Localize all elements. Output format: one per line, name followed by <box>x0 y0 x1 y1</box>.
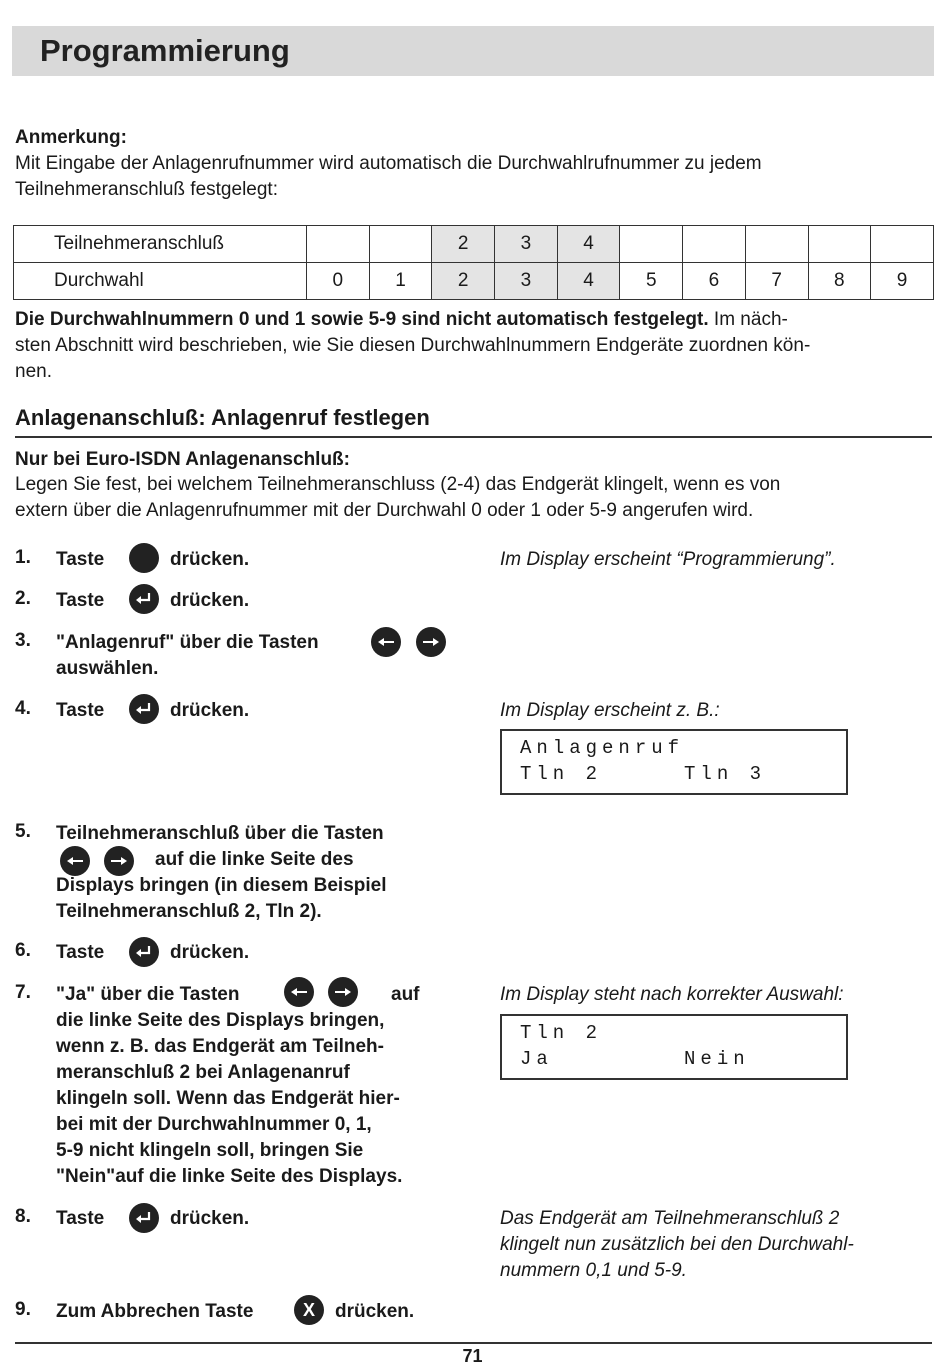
footer-divider <box>15 1342 932 1344</box>
step-7-line-8: "Nein"auf die linke Seite des Displays. <box>56 1166 403 1187</box>
table-cell <box>620 226 683 263</box>
step-7-line-3: wenn z. B. das Endgerät am Teilneh- <box>56 1036 384 1057</box>
table-cell: 8 <box>808 263 871 300</box>
durchwahl-table <box>13 225 934 300</box>
step-number: 3. <box>15 630 31 651</box>
display-line-2: Ja Nein <box>520 1048 750 1070</box>
step-2-action: drücken. <box>170 590 250 611</box>
table-row <box>14 263 934 300</box>
section-divider <box>15 436 932 438</box>
table-cell: 4 <box>557 263 620 300</box>
step-4-action: drücken. <box>170 700 250 721</box>
step-4-taste: Taste <box>56 700 105 721</box>
step-number: 5. <box>15 821 31 842</box>
note-line-2: Teilnehmeranschluß festgelegt: <box>15 179 278 200</box>
section-line-1: Legen Sie fest, bei welchem Teilnehmeranschluss (2-4) das Endgerät klingelt, wenn es von <box>15 474 781 495</box>
table-cell: 3 <box>495 226 558 263</box>
step-8-note-line-2: klingelt nun zusätzlich bei den Durchwahl- <box>500 1234 854 1255</box>
section-line-2: extern über die Anlagenrufnummer mit der Durchwahl 0 oder 1 oder 5-9 angerufen wird. <box>15 500 754 521</box>
table-cell: 2 <box>432 263 495 300</box>
table-cell: 9 <box>871 263 934 300</box>
step-8-action: drücken. <box>170 1208 250 1229</box>
table-cell <box>683 226 746 263</box>
enter-key-icon[interactable] <box>129 1203 159 1233</box>
step-9-action: drücken. <box>335 1301 415 1322</box>
step-7-line-5: klingeln soll. Wenn das Endgerät hier- <box>56 1088 400 1109</box>
step-7-line-4: meranschluß 2 bei Anlagenanruf <box>56 1062 350 1083</box>
display-box-anlagenruf <box>500 729 848 795</box>
table-cell: 6 <box>683 263 746 300</box>
programming-key-icon[interactable] <box>129 543 159 573</box>
step-7-line-7: 5-9 nicht klingeln soll, bringen Sie <box>56 1140 364 1161</box>
step-5-line-3: Displays bringen (in diesem Beispiel <box>56 875 387 896</box>
step-7-line-1b: auf <box>391 984 420 1005</box>
step-1-note: Im Display erscheint “Programmierung”. <box>500 549 836 570</box>
step-8-note-line-3: nummern 0,1 und 5-9. <box>500 1260 687 1281</box>
step-6-action: drücken. <box>170 942 250 963</box>
cancel-key-label: X <box>302 1300 315 1320</box>
table-cell: 3 <box>495 263 558 300</box>
step-7-line-6: bei mit der Durchwahlnummer 0, 1, <box>56 1114 372 1135</box>
step-8-note-line-1: Das Endgerät am Teilnehmeranschluß 2 <box>500 1208 840 1229</box>
enter-key-icon[interactable] <box>129 694 159 724</box>
cancel-key-icon[interactable] <box>294 1295 324 1325</box>
step-2-taste: Taste <box>56 590 105 611</box>
step-number: 6. <box>15 940 31 961</box>
step-5-line-2: auf die linke Seite des <box>155 849 354 870</box>
page-number: 71 <box>462 1346 483 1366</box>
note-line-1: Mit Eingabe der Anlagenrufnummer wird automatisch die Durchwahlrufnummer zu jedem <box>15 153 762 174</box>
arrow-left-key-icon[interactable] <box>60 846 90 876</box>
after-table-rest: Im näch- <box>708 309 788 330</box>
step-7-note: Im Display steht nach korrekter Auswahl: <box>500 984 844 1005</box>
display-line-2: Tln 2 Tln 3 <box>520 763 767 785</box>
row-label: Durchwahl <box>14 263 307 300</box>
step-number: 8. <box>15 1206 31 1227</box>
table-cell: 7 <box>745 263 808 300</box>
step-7-line-2: die linke Seite des Displays bringen, <box>56 1010 385 1031</box>
table-cell: 0 <box>307 263 370 300</box>
display-box-ja-nein <box>500 1014 848 1080</box>
table-cell <box>871 226 934 263</box>
row-label: Teilnehmeranschluß <box>14 226 307 263</box>
step-number: 7. <box>15 982 31 1003</box>
arrow-right-key-icon[interactable] <box>328 977 358 1007</box>
display-line-1: Tln 2 <box>520 1022 603 1044</box>
step-6-taste: Taste <box>56 942 105 963</box>
step-4-note: Im Display erscheint z. B.: <box>500 700 720 721</box>
arrow-right-key-icon[interactable] <box>416 627 446 657</box>
table-cell: 5 <box>620 263 683 300</box>
step-9-text: Zum Abbrechen Taste <box>56 1301 254 1322</box>
step-number: 4. <box>15 698 31 719</box>
table-cell: 2 <box>432 226 495 263</box>
enter-key-icon[interactable] <box>129 584 159 614</box>
step-number: 1. <box>15 547 31 568</box>
step-1-taste: Taste <box>56 549 105 570</box>
step-8-taste: Taste <box>56 1208 105 1229</box>
table-cell <box>307 226 370 263</box>
step-3-line-1: "Anlagenruf" über die Tasten <box>56 632 319 653</box>
step-7-line-1a: "Ja" über die Tasten <box>56 984 240 1005</box>
table-row <box>14 226 934 263</box>
table-cell <box>369 226 432 263</box>
section-subheading: Nur bei Euro-ISDN Anlagenanschluß: <box>15 449 350 470</box>
arrow-left-key-icon[interactable] <box>371 627 401 657</box>
note-heading: Anmerkung: <box>15 127 127 148</box>
step-number: 2. <box>15 588 31 609</box>
after-table-bold: Die Durchwahlnummern 0 und 1 sowie 5-9 sind nicht automatisch festgelegt. <box>15 309 709 330</box>
after-table-line-2: sten Abschnitt wird beschrieben, wie Sie diesen Durchwahlnummern Endgeräte zuordnen kön- <box>15 335 811 356</box>
table-cell <box>808 226 871 263</box>
page-header <box>12 26 934 76</box>
display-line-1: Anlagenruf <box>520 737 685 759</box>
page-title: Programmierung <box>40 33 290 68</box>
after-table-line-3: nen. <box>15 361 52 382</box>
arrow-left-key-icon[interactable] <box>284 977 314 1007</box>
step-5-line-1: Teilnehmeranschluß über die Tasten <box>56 823 384 844</box>
enter-key-icon[interactable] <box>129 937 159 967</box>
section-title: Anlagenanschluß: Anlagenruf festlegen <box>15 405 430 430</box>
arrow-right-key-icon[interactable] <box>104 846 134 876</box>
after-table-line-1 <box>15 307 788 333</box>
step-5-line-4: Teilnehmeranschluß 2, Tln 2). <box>56 901 322 922</box>
step-3-line-2: auswählen. <box>56 658 159 679</box>
table-cell <box>745 226 808 263</box>
table-cell: 4 <box>557 226 620 263</box>
step-1-action: drücken. <box>170 549 250 570</box>
table-cell: 1 <box>369 263 432 300</box>
step-number: 9. <box>15 1299 31 1320</box>
